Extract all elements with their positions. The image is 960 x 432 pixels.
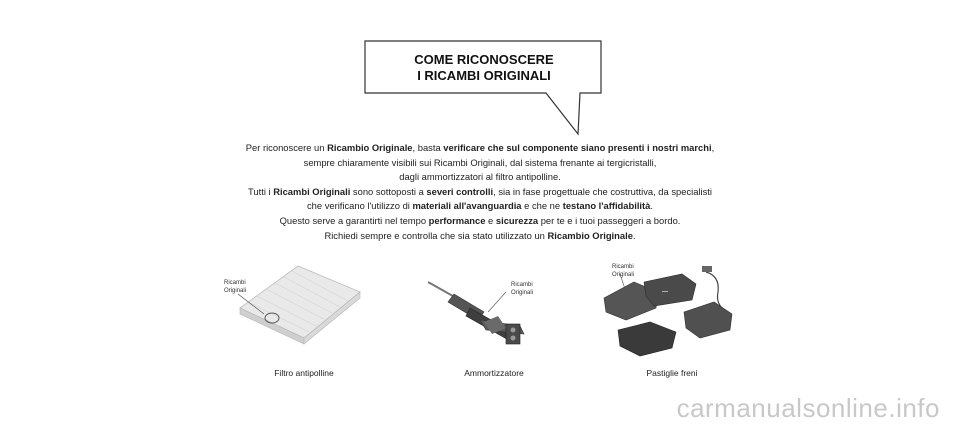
body-line-5	[180, 199, 780, 214]
watermark: carmanualsonline.info	[676, 393, 940, 423]
tag-line: Originali	[511, 289, 534, 296]
caption-brake-pads: Pastiglie freni	[646, 368, 698, 378]
product-tag	[224, 280, 246, 295]
text-span: , basta	[412, 142, 444, 153]
emphasis: testano l'affidabilità	[562, 200, 651, 212]
product-tag	[511, 282, 533, 297]
body-line-2: sempre chiaramente visibili sui Ricambi Originali, dal sistema frenante ai tergicristalli,	[303, 156, 657, 168]
text-span: che verificano l'utilizzo di	[306, 200, 413, 212]
text-span: sono sottoposti a	[350, 185, 427, 197]
body-line-1	[180, 141, 780, 156]
emphasis: Ricambio Originale	[327, 142, 413, 153]
tag-line: Originali	[612, 271, 635, 278]
caption-shock-absorber: Ammortizzatore	[464, 368, 524, 378]
text-span: .	[650, 200, 653, 212]
text-span: Questo serve a garantirti nel tempo	[279, 214, 429, 226]
emphasis: Ricambi Originali	[273, 185, 351, 197]
tag-line: Ricambi	[612, 264, 634, 270]
callout-title-line2: I RICAMBI ORIGINALI	[417, 68, 551, 83]
product-cabin-filter	[220, 258, 370, 348]
tag-line: Ricambi	[224, 280, 246, 286]
body-line-4	[180, 185, 780, 200]
emphasis: materiali all'avanguardia	[412, 200, 522, 212]
caption-cabin-filter: Filtro antipolline	[274, 368, 334, 378]
text-span: Per riconoscere un	[245, 142, 328, 153]
cabin-filter-image	[220, 258, 370, 348]
emphasis: verificare che sul componente siano presenti i nostri marchi	[443, 142, 712, 153]
callout-title-line1: COME RICONOSCERE	[414, 52, 554, 67]
text-span: e	[485, 214, 496, 226]
callout-title	[364, 52, 604, 84]
emphasis: Ricambio Originale	[547, 229, 633, 241]
emphasis: performance	[428, 214, 486, 226]
emphasis: severi controlli	[426, 185, 494, 197]
text-span: per te e i tuoi passeggeri a bordo.	[538, 214, 681, 226]
pad-marking: ▬▬	[662, 289, 668, 293]
text-span: Tutti i	[248, 185, 274, 197]
text-span: ,	[711, 142, 715, 153]
tag-line: Ricambi	[511, 282, 533, 288]
text-span: Richiedi sempre e controlla che sia stato utilizzato un	[324, 229, 548, 241]
text-span: , sia in fase progettuale che costruttiva, da specialisti	[493, 185, 712, 197]
body-line-3: dagli ammortizzatori al filtro antipolline.	[399, 171, 561, 183]
text-span: e che ne	[521, 200, 563, 212]
tag-line: Originali	[224, 287, 247, 294]
body-line-6	[180, 214, 780, 229]
body-line-7	[180, 229, 780, 244]
text-span: .	[632, 229, 636, 241]
emphasis: sicurezza	[495, 214, 539, 226]
body-paragraph	[180, 141, 780, 243]
product-tag	[612, 264, 634, 279]
